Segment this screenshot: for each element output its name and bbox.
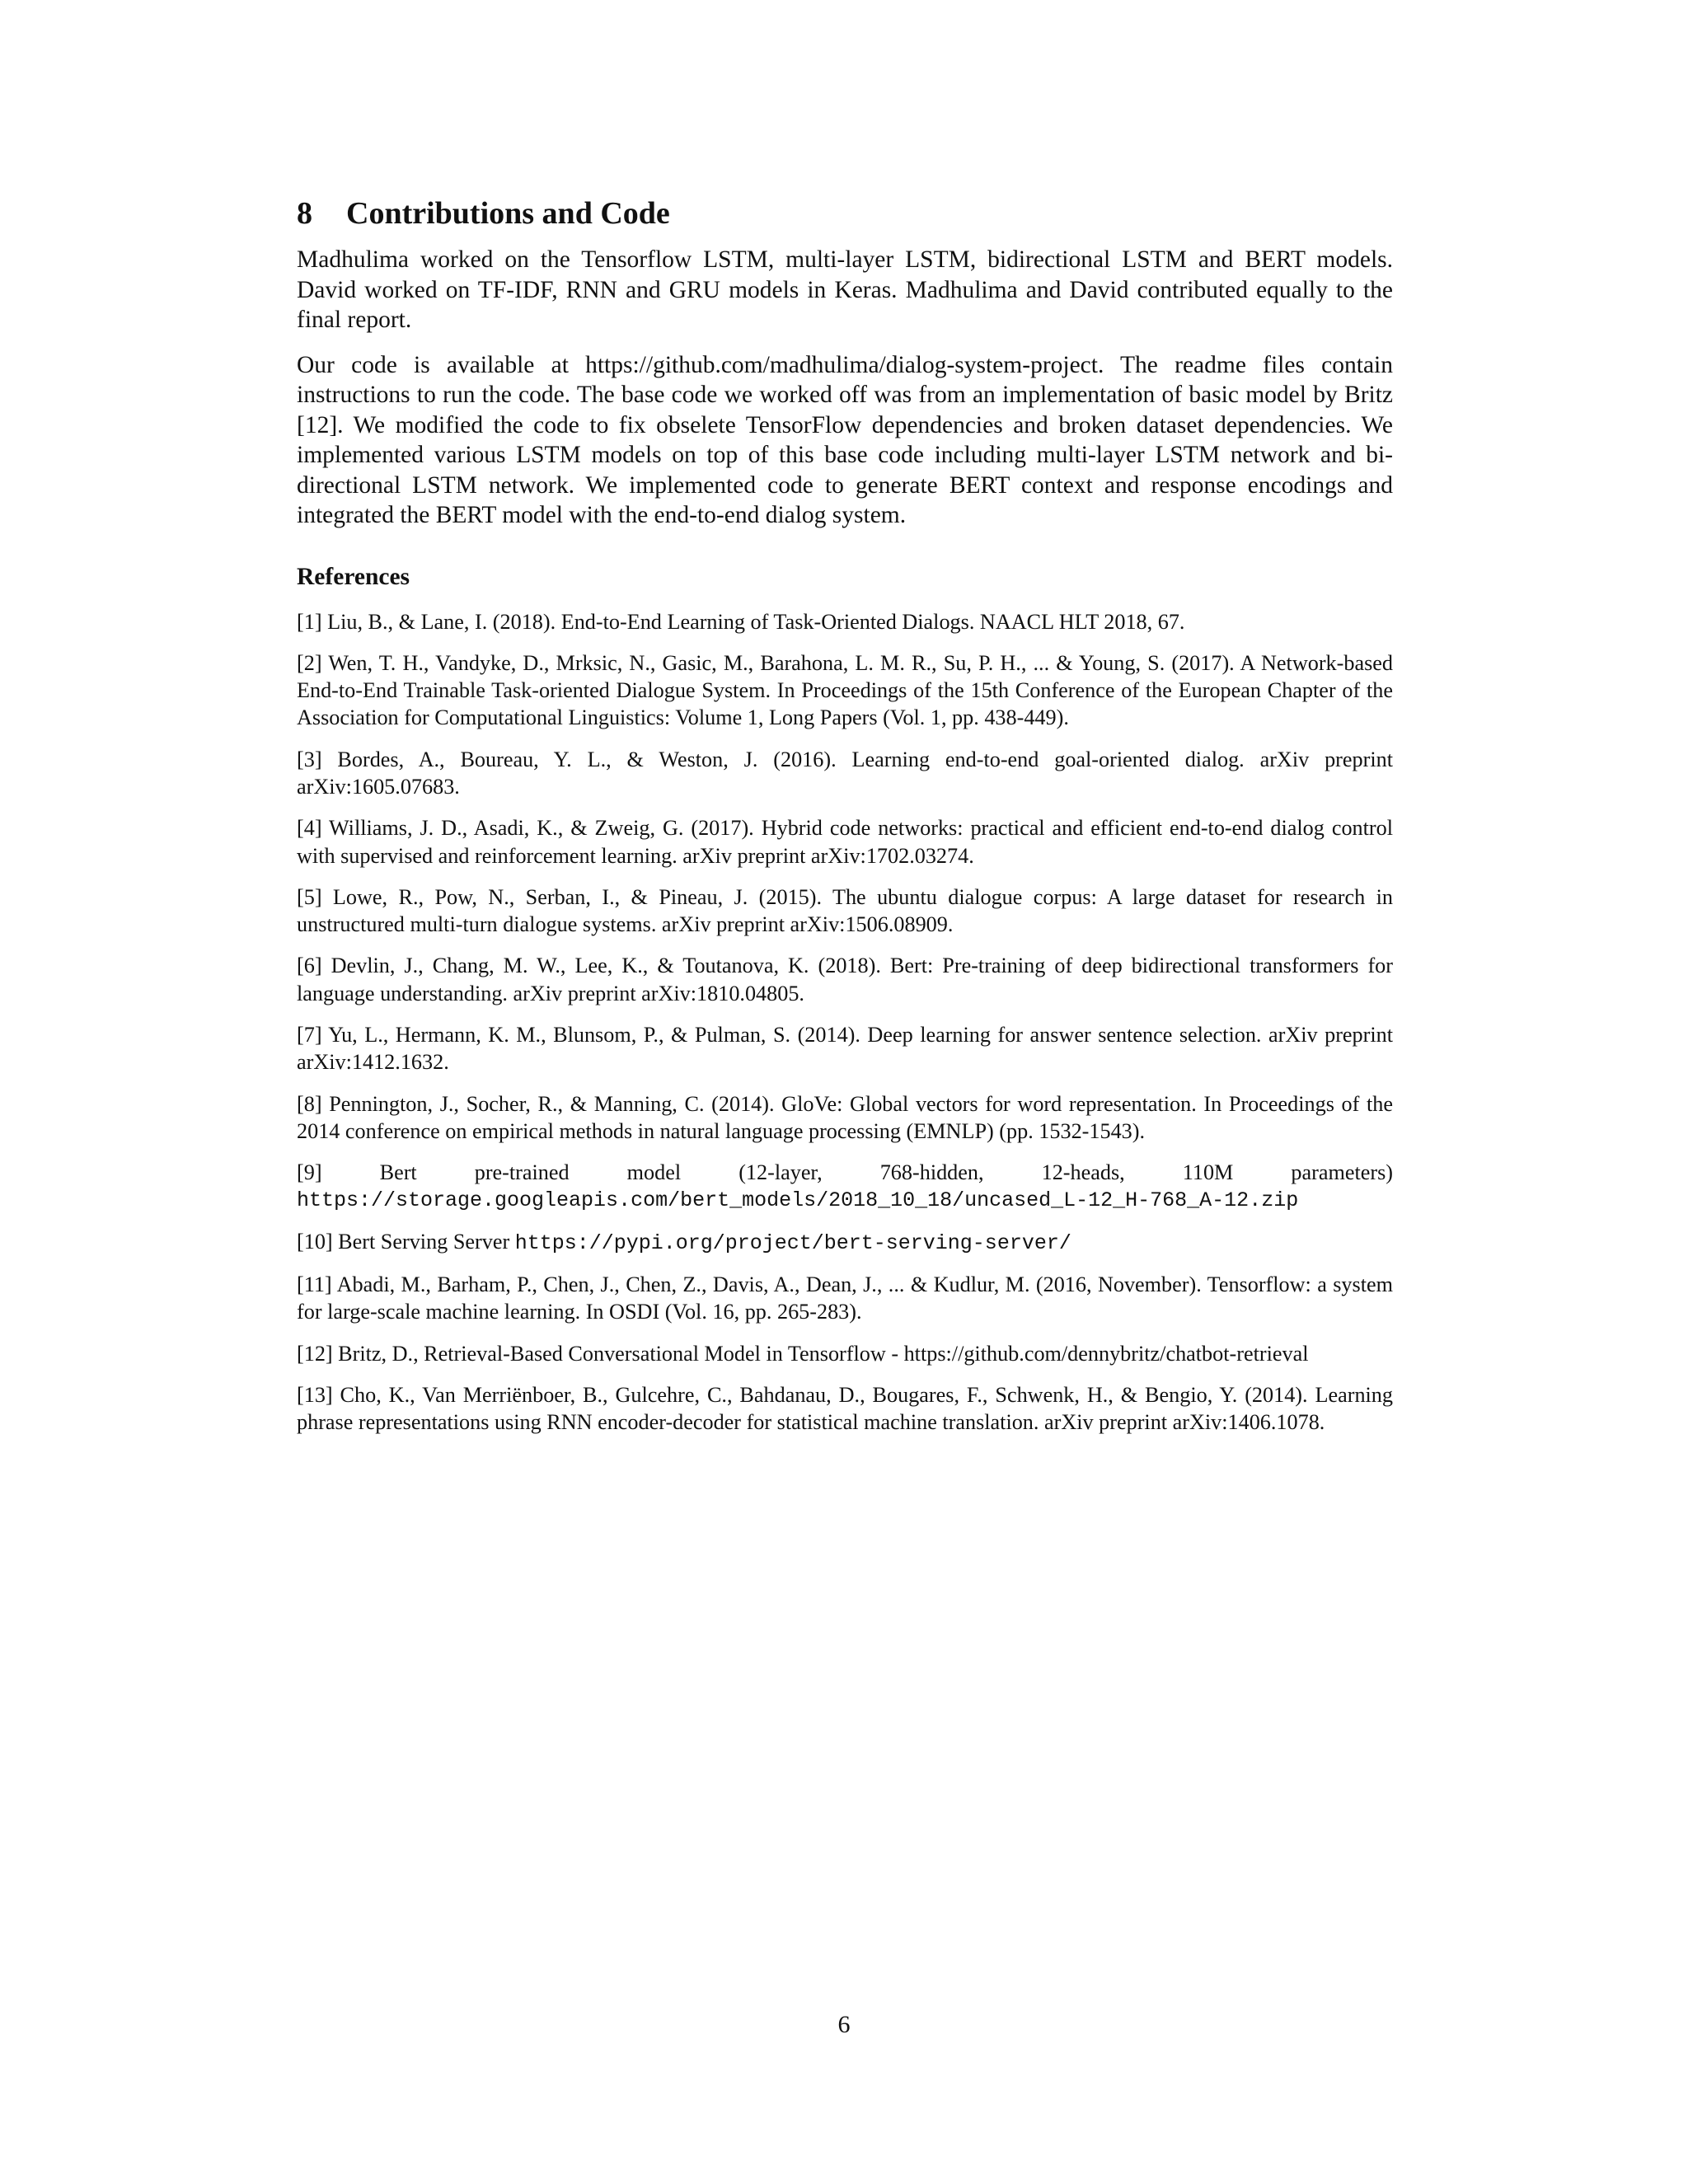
reference-item: [13] Cho, K., Van Merriënboer, B., Gulcehre, C., Bahdanau, D., Bougares, F., Schwenk, H., & Bengio, Y. (2014). Learning phrase representations using RNN encoder-decoder for statistical machine translation. arXiv preprint arXiv:1406.1078. <box>297 1383 1393 1435</box>
reference-url[interactable]: https://pypi.org/project/bert-serving-server/ <box>514 1230 1071 1255</box>
reference-item: [5] Lowe, R., Pow, N., Serban, I., & Pineau, J. (2015). The ubuntu dialogue corpus: A large dataset for research in unstructured multi-turn dialogue systems. arXiv preprint arXiv:1506.08909. <box>297 884 1393 937</box>
section-title: Contributions and Code <box>346 196 670 231</box>
reference-item <box>297 1228 1393 1257</box>
reference-item: [7] Yu, L., Hermann, K. M., Blunsom, P., & Pulman, S. (2014). Deep learning for answer sentence selection. arXiv preprint arXiv:1412.1632. <box>297 1023 1393 1075</box>
reference-item: [11] Abadi, M., Barham, P., Chen, J., Chen, Z., Davis, A., Dean, J., ... & Kudlur, M. (2016, November). Tensorflow: a system for large-scale machine learning. In OSDI (Vol. 16, pp. 265-283). <box>297 1272 1393 1324</box>
contributions-paragraph: Madhulima worked on the Tensorflow LSTM, multi-layer LSTM, bidirectional LSTM and BERT models. David worked on TF-IDF, RNN and GRU models in Keras. Madhulima and David contributed equally to the final report. <box>297 246 1393 333</box>
page-content <box>297 194 1393 1451</box>
reference-text: [10] Bert Serving Server <box>297 1229 510 1254</box>
reference-item: [2] Wen, T. H., Vandyke, D., Mrksic, N., Gasic, M., Barahona, L. M. R., Su, P. H., ... & Young, S. (2017). A Network-based End-to-End Trainable Task-oriented Dialogue System. In Proceedings of the 15th Conference of the European Chapter of the Association for Computational Linguistics: Volume 1, Long Papers (Vol. 1, pp. 438-449). <box>297 650 1393 730</box>
reference-item: [6] Devlin, J., Chang, M. W., Lee, K., & Toutanova, K. (2018). Bert: Pre-training of deep bidirectional transformers for language understanding. arXiv preprint arXiv:1810.04805. <box>297 954 1393 1005</box>
reference-item: [3] Bordes, A., Boureau, Y. L., & Weston, J. (2016). Learning end-to-end goal-oriented dialog. arXiv preprint arXiv:1605.07683. <box>297 747 1393 799</box>
references-list <box>297 608 1393 1436</box>
reference-url[interactable]: https://storage.googleapis.com/bert_models/2018_10_18/uncased_L-12_H-768_A-12.zip <box>297 1188 1299 1212</box>
section-heading <box>297 194 1393 233</box>
reference-text: [9] Bert pre-trained model (12-layer, 768-hidden, 12-heads, 110M parameters) <box>297 1160 1393 1185</box>
references-heading: References <box>297 563 410 590</box>
reference-item: [4] Williams, J. D., Asadi, K., & Zweig, G. (2017). Hybrid code networks: practical and efficient end-to-end dialog control with supervised and reinforcement learning. arXiv preprint arXiv:1702.03274. <box>297 816 1393 868</box>
code-paragraph: Our code is available at https://github.com/madhulima/dialog-system-project. The readme files contain instructions to run the code. The base code we worked off was from an implementation of basic model by Britz [12]. We modified the code to fix obselete TensorFlow dependencies and broken dataset dependencies. We implemented various LSTM models on top of this base code including multi-layer LSTM network and bi-directional LSTM network. We implemented code to generate BERT context and response encodings and integrated the BERT model with the end-to-end dialog system. <box>297 351 1393 528</box>
reference-item <box>297 1159 1393 1214</box>
page-number: 6 <box>837 2011 851 2038</box>
reference-item: [8] Pennington, J., Socher, R., & Manning, C. (2014). GloVe: Global vectors for word representation. In Proceedings of the 2014 conference on empirical methods in natural language processing (EMNLP) (pp. 1532-1543). <box>297 1091 1393 1143</box>
reference-item: [1] Liu, B., & Lane, I. (2018). End-to-End Learning of Task-Oriented Dialogs. NAACL HLT 2018, 67. <box>297 609 1185 634</box>
reference-item: [12] Britz, D., Retrieval-Based Conversational Model in Tensorflow - https://github.com/dennybritz/chatbot-retrieval <box>297 1341 1309 1366</box>
section-number: 8 <box>297 196 312 231</box>
